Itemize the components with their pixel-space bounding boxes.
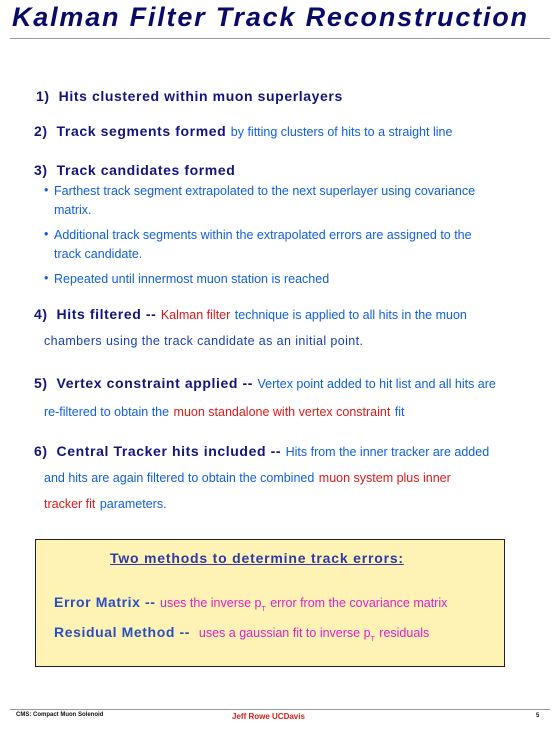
method-residual	[54, 624, 429, 643]
item-4-number: 4)	[34, 306, 48, 322]
item-3-bullet-1-line-2: matrix.	[54, 203, 92, 217]
methods-box-title: Two methods to determine track errors:	[110, 550, 404, 566]
item-3-bullet-2-line-1: Additional track segments within the extrapolated errors are assigned to the	[54, 228, 472, 242]
item-3-bullet-3: Repeated until innermost muon station is reached	[54, 272, 330, 286]
item-6-line-3-post: parameters.	[99, 497, 167, 511]
item-6-line-3	[44, 495, 167, 513]
footer-author: Jeff Rowe UCDavis	[232, 712, 305, 721]
item-5-text: Vertex point added to hit list and all hits are	[257, 377, 496, 391]
title-divider	[10, 38, 550, 39]
item-4-highlight: Kalman filter	[160, 308, 231, 322]
bullet-dot: •	[44, 183, 49, 197]
page-number: 5	[536, 713, 540, 719]
item-6	[34, 443, 489, 461]
item-6-text: Hits from the inner tracker are added	[285, 445, 490, 459]
item-2-number: 2)	[34, 123, 48, 139]
item-3-heading: Track candidates formed	[56, 162, 236, 178]
method-1-subscript: T	[261, 606, 266, 614]
item-1	[36, 88, 343, 104]
item-6-line-2-pre: and hits are again filtered to obtain the combined	[44, 471, 315, 485]
method-1-label: Error Matrix --	[54, 594, 156, 610]
item-5-line-2	[44, 403, 405, 421]
item-4-line-2: chambers using the track candidate as an initial point.	[44, 334, 364, 348]
method-2-text-pre: uses a gaussian fit to inverse p	[198, 626, 371, 640]
bullet-dot: •	[44, 227, 49, 241]
method-error-matrix	[54, 594, 447, 613]
method-2-label: Residual Method --	[54, 624, 191, 640]
slide-title: Kalman Filter Track Reconstruction	[12, 2, 529, 32]
item-6-number: 6)	[34, 443, 48, 459]
item-5	[34, 375, 496, 393]
method-1-text-post: error from the covariance matrix	[270, 596, 448, 610]
item-5-line-2-post: fit	[394, 405, 405, 419]
footer-left-text: CMS: Compact Muon Solenoid	[16, 712, 104, 718]
footer-divider	[10, 709, 550, 710]
item-6-highlight-2: tracker fit	[44, 497, 96, 511]
item-2-text: by fitting clusters of hits to a straight line	[230, 125, 453, 139]
item-2	[34, 123, 452, 141]
item-4-text: technique is applied to all hits in the muon	[234, 308, 467, 322]
item-3-bullet-1-line-1: Farthest track segment extrapolated to the next superlayer using covariance	[54, 184, 476, 198]
item-6-heading: Central Tracker hits included --	[56, 443, 282, 459]
item-4-heading: Hits filtered --	[56, 306, 157, 322]
item-1-number: 1)	[36, 88, 50, 104]
bullet-dot: •	[44, 271, 49, 285]
item-3-number: 3)	[34, 162, 48, 178]
item-3-bullet-2-line-2: track candidate.	[54, 247, 143, 261]
item-3	[34, 162, 235, 178]
method-2-subscript: T	[370, 636, 375, 644]
item-6-line-2	[44, 469, 451, 487]
item-4	[34, 306, 467, 324]
item-2-heading: Track segments formed	[56, 123, 227, 139]
item-5-highlight: muon standalone with vertex constraint	[173, 405, 391, 419]
item-5-number: 5)	[34, 375, 48, 391]
item-5-heading: Vertex constraint applied --	[56, 375, 254, 391]
item-5-line-2-pre: re-filtered to obtain the	[44, 405, 170, 419]
item-1-heading: Hits clustered within muon superlayers	[58, 88, 343, 104]
method-1-text-pre: uses the inverse p	[160, 596, 262, 610]
item-6-highlight-1: muon system plus inner	[318, 471, 451, 485]
method-2-text-post: residuals	[379, 626, 430, 640]
